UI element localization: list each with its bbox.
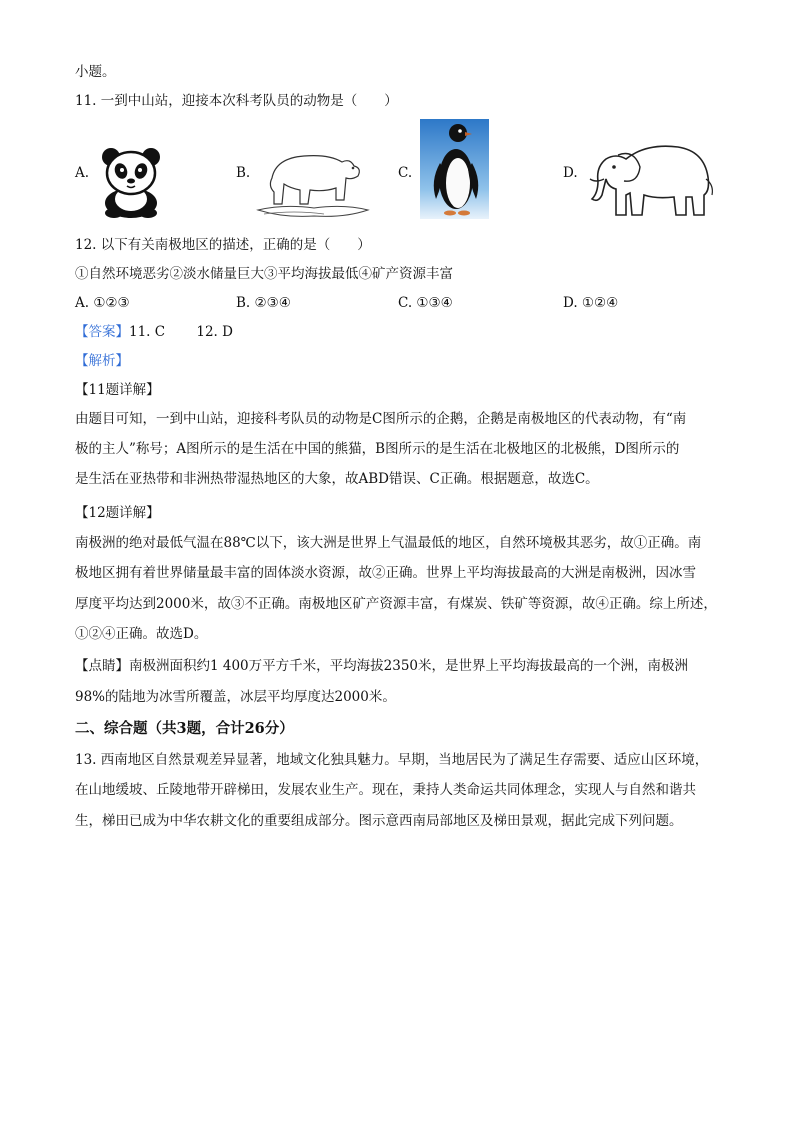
section2-title: 二、综合题（共3题，合计26分）	[75, 720, 294, 737]
detail12-tag: 【12题详解】	[75, 505, 160, 521]
elephant-icon	[586, 139, 716, 219]
q12-option-a: A. ①②③	[75, 295, 130, 311]
q12-statements: ①自然环境恶劣②淡水储量巨大③平均海拔最低④矿产资源丰富	[75, 266, 453, 282]
detail12-line-3: 厚度平均达到2000米，故③不正确。南极地区矿产资源丰富，有煤炭、铁矿等资源，故④正确。综上所述，	[75, 596, 717, 612]
detail11-line-2: 极的主人”称号；A图所示的是生活在中国的熊猫，B图所示的是生活在北极地区的北极熊，D图所示的	[75, 441, 680, 457]
q12-stem: 12. 以下有关南极地区的描述，正确的是（ ）	[75, 237, 371, 253]
tip-line-2: 98%的陆地为冰雪所覆盖，冰层平均厚度达2000米。	[75, 689, 396, 705]
q12-option-b: B. ②③④	[236, 295, 291, 311]
tip-line-1	[75, 656, 688, 676]
answer-text: 11. C 12. D	[129, 324, 233, 340]
analysis-tag: 【解析】	[75, 353, 129, 369]
q11-option-a-label: A.	[75, 165, 90, 181]
q13-line-3: 生，梯田已成为中华农耕文化的重要组成部分。图示意西南局部地区及梯田景观，据此完成下列问题。	[75, 813, 683, 829]
detail12-line-1: 南极洲的绝对最低气温在88℃以下，该大洲是世界上气温最低的地区，自然环境极其恶劣，故①正确。南	[75, 535, 702, 551]
q12-option-d: D. ①②④	[563, 295, 619, 311]
tip-text-1: 南极洲面积约1 400万平方千米，平均海拔2350米，是世界上平均海拔最高的一个洲，南极洲	[129, 658, 689, 674]
detail11-tag: 【11题详解】	[75, 382, 160, 398]
q11-option-c-label: C.	[398, 165, 413, 181]
q12-option-c: C. ①③④	[398, 295, 453, 311]
panda-icon	[100, 147, 162, 219]
detail11-line-3: 是生活在亚热带和非洲热带湿热地区的大象，故ABD错误、C正确。根据题意，故选C。	[75, 471, 599, 487]
penguin-icon	[420, 119, 489, 219]
q11-option-b-label: B.	[236, 165, 251, 181]
q13-line-1: 13. 西南地区自然景观差异显著，地域文化独具魅力。早期，当地居民为了满足生存需要、适应山区环境，	[75, 752, 709, 768]
answer-line	[75, 322, 233, 342]
detail11-line-1: 由题目可知，一到中山站，迎接科考队员的动物是C图所示的企鹅，企鹅是南极地区的代表动物，有“南	[75, 411, 687, 427]
tip-tag: 【点睛】	[75, 658, 129, 674]
polar-bear-icon	[254, 148, 372, 220]
q11-stem: 11. 一到中山站，迎接本次科考队员的动物是（ ）	[75, 93, 398, 109]
q13-line-2: 在山地缓坡、丘陵地带开辟梯田，发展农业生产。现在，秉持人类命运共同体理念，实现人与自然和谐共	[75, 782, 696, 798]
detail12-line-4: ①②④正确。故选D。	[75, 626, 208, 642]
detail12-line-2: 极地区拥有着世界储量最丰富的固体淡水资源，故②正确。世界上平均海拔最高的大洲是南极洲，因冰雪	[75, 565, 696, 581]
answer-tag: 【答案】	[75, 324, 129, 340]
question-intro-tail: 小题。	[75, 64, 116, 80]
q11-option-d-label: D.	[563, 165, 578, 181]
